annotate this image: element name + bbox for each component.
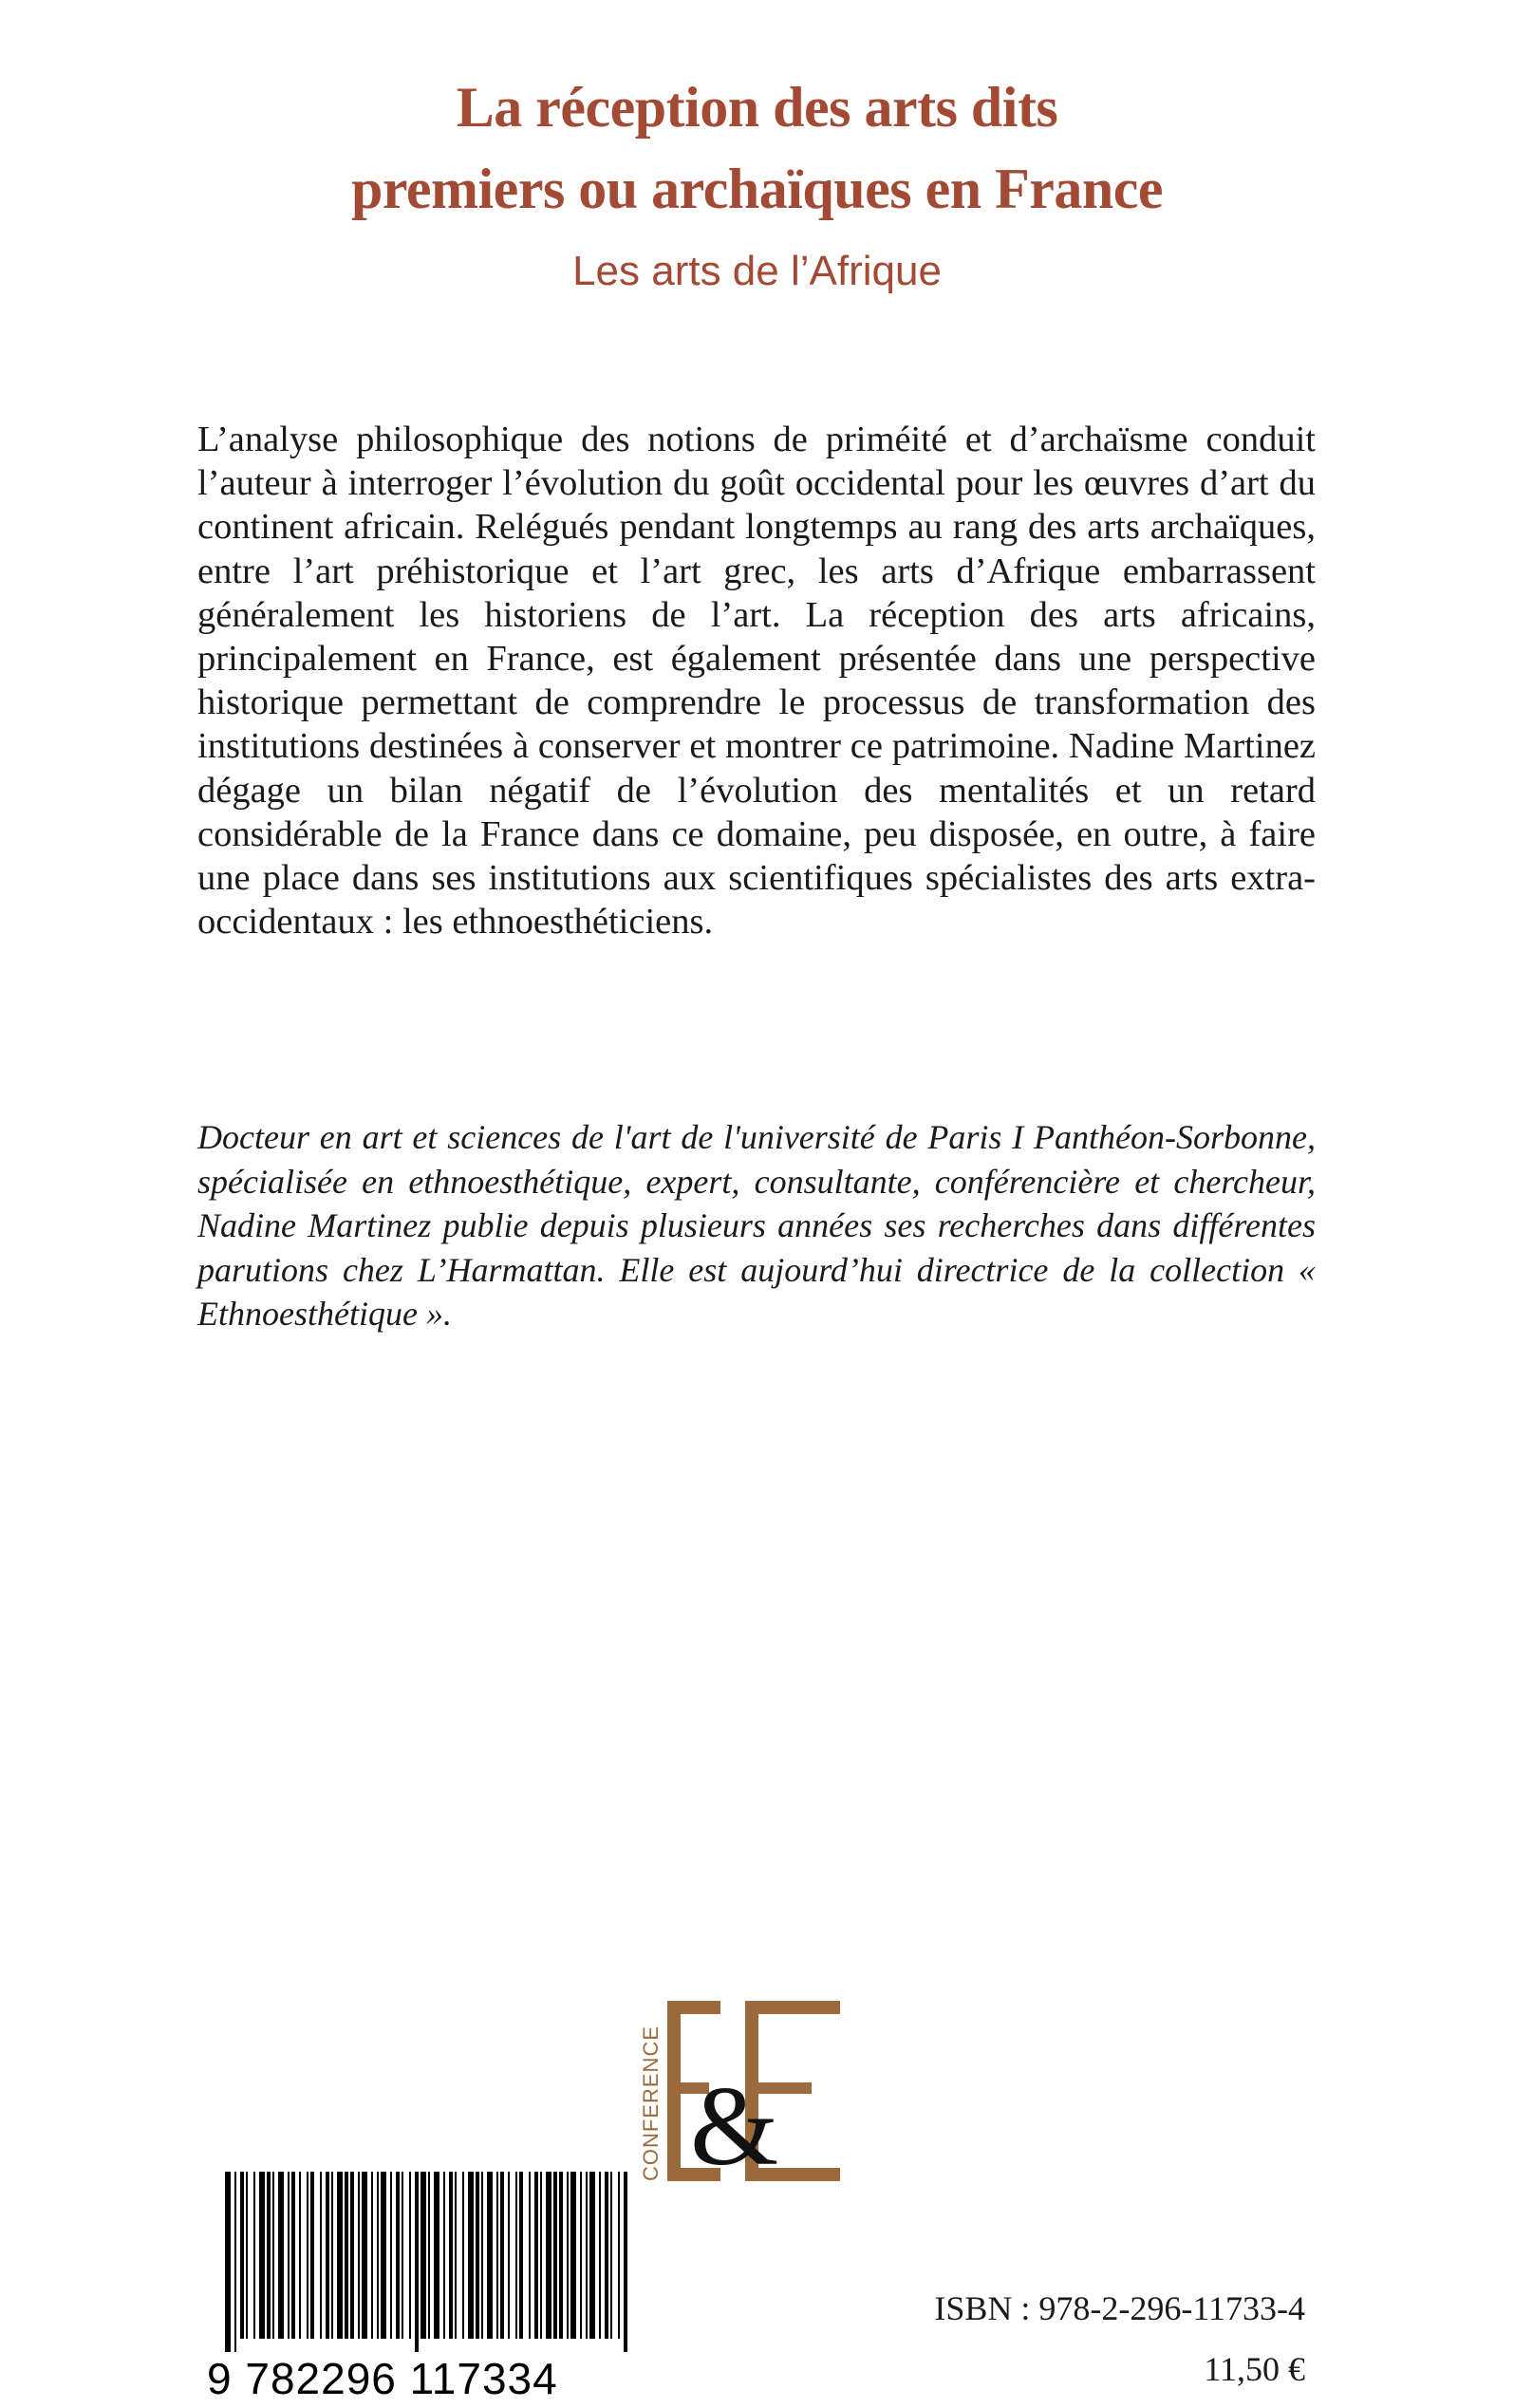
barcode-bar — [515, 2172, 517, 2339]
book-subtitle: Les arts de l’Afrique — [572, 248, 942, 294]
book-title-line-2: premiers ou archaïques en France — [350, 158, 1164, 220]
barcode-bar — [534, 2172, 538, 2339]
barcode-bar — [259, 2172, 265, 2339]
barcode-bar — [246, 2172, 248, 2339]
barcode-bar — [337, 2172, 343, 2339]
summary-paragraph: L’analyse philosophique des notions de priméité et d’archaïsme conduit l’auteur à interroger l’évolution du goût occidental pour les œuvres d’art du continent africain. Relégués pendant longtemps au rang des arts archaïques, entre l’art préhistorique et l’art grec, les arts d’Afrique embarrassent généralement les historiens de l’art. La réception des arts africains, principalement en France, est également présentée dans une perspective historique permettant de comprendre le processus de transformation des institutions destinées à conserver et montrer ce patrimoine. Nadine Martinez dégage un bilan négatif de l’évolution des mentalités et un retard considérable de la France dans ce domaine, peu disposée, en outre, à faire une place dans ses institutions aux scientifiques spécialistes des arts extra-occidentaux : les ethnoesthéticiens. — [197, 420, 1316, 943]
barcode-bar — [605, 2172, 608, 2339]
barcode-bar — [415, 2172, 419, 2352]
barcode-bar — [610, 2172, 612, 2339]
barcode-bar — [508, 2172, 510, 2339]
author-bio: Docteur en art et sciences de l'art de l'université de Paris I Panthéon-Sorbonne, spécialisée en ethnoesthétique, expert, consultante, conférencière et chercheur, Nadine Martinez publie depuis plusieurs années ses recherches dans différentes parutions chez L’Harmattan. Elle est aujourd’hui directrice de la collection « Ethnoesthétique ». — [197, 1118, 1316, 1333]
barcode-bar — [253, 2172, 255, 2339]
barcode-bar — [481, 2172, 483, 2339]
book-title-line-1: La réception des arts dits — [456, 76, 1058, 139]
barcode-bar — [358, 2172, 360, 2339]
barcode-bar — [402, 2172, 403, 2339]
barcode-bar — [381, 2172, 386, 2339]
barcode-bar — [396, 2172, 400, 2339]
barcode-bar — [234, 2172, 236, 2352]
barcode-bar — [443, 2172, 445, 2339]
barcode-bar — [331, 2172, 333, 2339]
barcode-bar — [225, 2172, 231, 2352]
barcode-bar — [421, 2172, 426, 2339]
barcode-bar — [278, 2172, 284, 2339]
barcode-bar — [553, 2172, 557, 2339]
barcode-bar — [496, 2172, 498, 2339]
barcode-bar — [267, 2172, 271, 2339]
barcode-bar — [559, 2172, 563, 2339]
barcode-bar — [487, 2172, 493, 2339]
barcode — [223, 2172, 631, 2352]
barcode-bar — [546, 2172, 551, 2339]
isbn: ISBN : 978-2-296-11733-4 — [934, 2289, 1305, 2327]
title-block — [0, 66, 1514, 300]
barcode-bar — [589, 2172, 595, 2339]
barcode-bar — [345, 2172, 348, 2339]
barcode-bar — [362, 2172, 367, 2339]
barcode-bar — [462, 2172, 464, 2339]
barcode-bar — [599, 2172, 601, 2339]
barcode-bar — [529, 2172, 531, 2339]
barcode-bar — [586, 2172, 588, 2339]
barcode-bar — [455, 2172, 457, 2339]
barcode-bar — [519, 2172, 523, 2339]
barcode-bar — [299, 2172, 301, 2339]
barcode-bar — [570, 2172, 576, 2339]
logo-vertical-text: CONFERENCE — [639, 2025, 663, 2181]
barcode-bar — [618, 2172, 620, 2339]
barcode-bar — [540, 2172, 542, 2339]
barcode-bar — [476, 2172, 479, 2339]
price: 11,50 € — [1204, 2350, 1305, 2388]
barcode-bar — [240, 2172, 244, 2339]
barcode-bar — [567, 2172, 569, 2339]
logo-ampersand: & — [690, 2063, 779, 2185]
barcode-bar — [350, 2172, 354, 2339]
barcode-bar — [428, 2172, 430, 2339]
barcode-bar — [500, 2172, 504, 2339]
barcode-bar — [320, 2172, 322, 2339]
barcode-bar — [377, 2172, 379, 2339]
publisher-logo — [631, 1995, 850, 2185]
barcode-bar — [434, 2172, 439, 2339]
barcode-bar — [291, 2172, 295, 2339]
barcode-bar — [272, 2172, 274, 2339]
barcode-bar — [310, 2172, 314, 2339]
barcode-bar — [580, 2172, 582, 2339]
barcode-bar — [468, 2172, 474, 2339]
barcode-bar — [326, 2172, 329, 2339]
barcode-bar — [288, 2172, 290, 2339]
barcode-bar — [449, 2172, 453, 2339]
barcode-bar — [371, 2172, 373, 2339]
barcode-bar — [409, 2172, 411, 2339]
barcode-bar — [307, 2172, 308, 2339]
barcode-digits: 9 782296 117334 — [207, 2354, 558, 2403]
barcode-bar — [390, 2172, 392, 2339]
barcode-bar — [624, 2172, 627, 2352]
